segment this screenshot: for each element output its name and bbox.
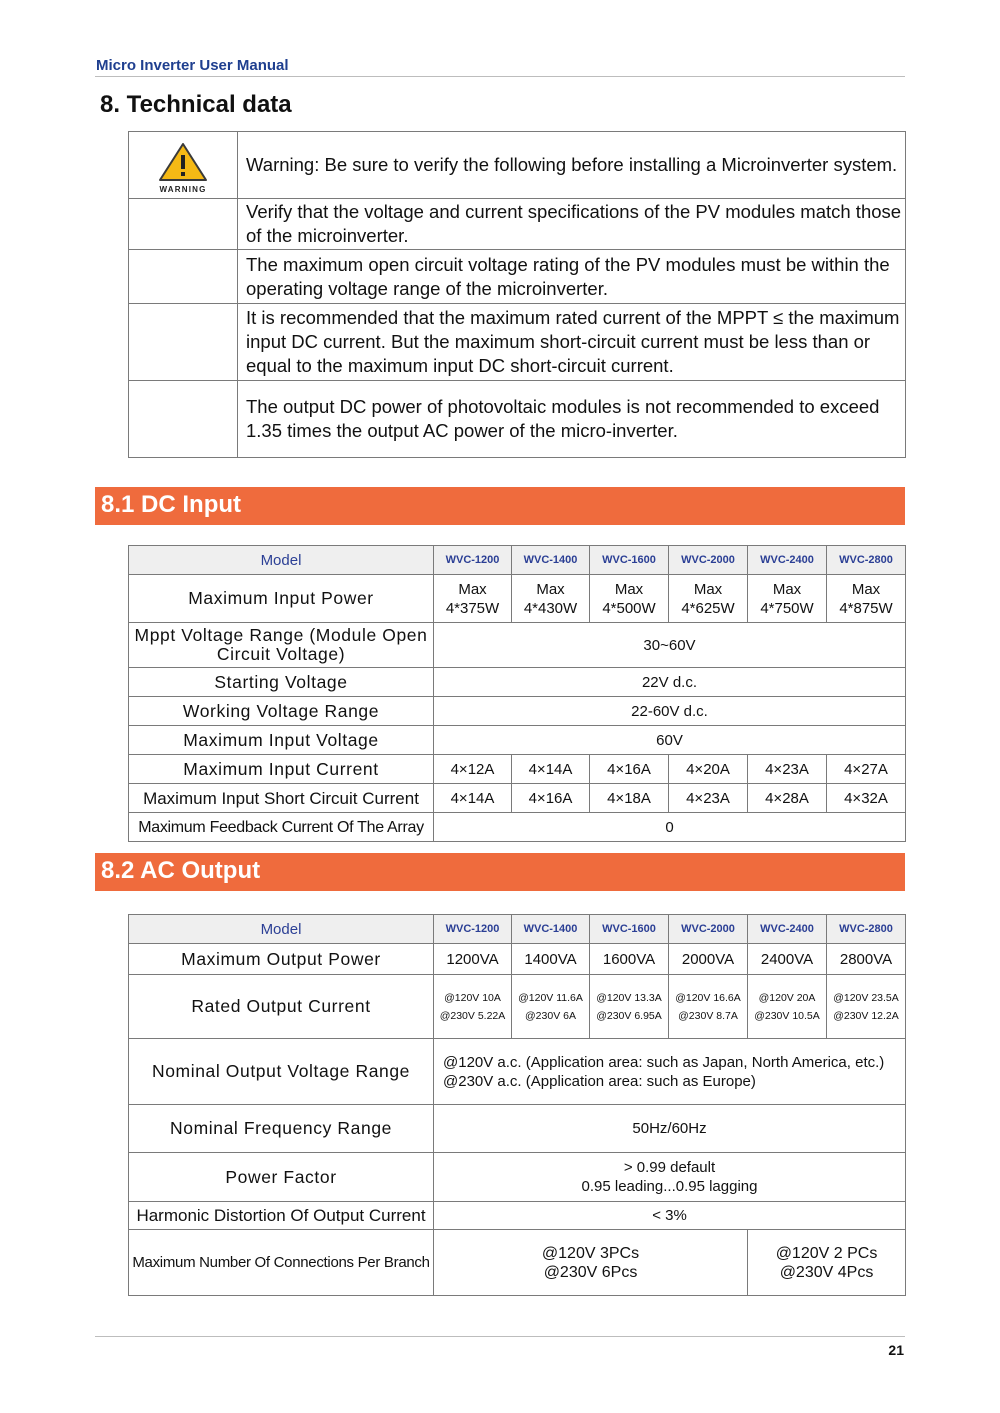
- model-name: WVC-1400: [512, 915, 590, 944]
- row-label: Maximum Feedback Current Of The Array: [129, 813, 434, 842]
- spec-value: Max 4*750W: [748, 575, 827, 623]
- current-120v: @120V 16.6A: [675, 991, 741, 1004]
- ac-output-title: 8.2 AC Output: [101, 857, 261, 884]
- connections-230v: @230V 6Pcs: [543, 1263, 638, 1281]
- spec-value: 4×28A: [748, 784, 827, 813]
- warning-point: The maximum open circuit voltage rating of the PV modules must be within the operating voltage range of the microinverter.: [238, 250, 906, 304]
- spec-value: 1400VA: [512, 944, 590, 975]
- section-title: 8. Technical data: [100, 91, 292, 118]
- spec-value: [748, 1230, 906, 1296]
- model-name: WVC-2000: [669, 915, 748, 944]
- spec-value: 0: [434, 813, 906, 842]
- row-label: Nominal Output Voltage Range: [129, 1039, 434, 1105]
- page-number: 21: [888, 1342, 904, 1358]
- spec-value: 4×20A: [669, 755, 748, 784]
- spec-value: [434, 1039, 906, 1105]
- spec-value: 22-60V d.c.: [434, 697, 906, 726]
- current-120v: @120V 10A: [444, 991, 501, 1004]
- spec-value: 30~60V: [434, 623, 906, 668]
- current-230v: @230V 12.2A: [833, 1009, 899, 1022]
- spec-value: 2800VA: [827, 944, 906, 975]
- connections-120v: @120V 2 PCs: [775, 1244, 878, 1262]
- model-name: WVC-1200: [434, 546, 512, 575]
- row-label: Starting Voltage: [129, 668, 434, 697]
- model-label: Model: [129, 546, 434, 575]
- spec-value: [590, 975, 669, 1039]
- row-label: Power Factor: [129, 1153, 434, 1202]
- model-label: Model: [129, 915, 434, 944]
- model-name: WVC-1600: [590, 915, 669, 944]
- row-label: Mppt Voltage Range (Module Open Circuit Voltage): [129, 623, 434, 668]
- model-name: WVC-2800: [827, 546, 906, 575]
- current-230v: @230V 6A: [525, 1009, 576, 1022]
- row-label: Maximum Input Current: [129, 755, 434, 784]
- row-label: Maximum Input Voltage: [129, 726, 434, 755]
- spec-value: [827, 975, 906, 1039]
- warning-point: Verify that the voltage and current specifications of the PV modules match those of the microinverter.: [238, 199, 906, 250]
- footer-divider: [95, 1336, 905, 1337]
- current-120v: @120V 11.6A: [518, 991, 583, 1004]
- row-label: Maximum Input Short Circuit Current: [129, 784, 434, 813]
- voltage-230v: @230V a.c. (Application area: such as Europe): [443, 1072, 756, 1090]
- warning-text: Warning: Be sure to verify the following before installing a Microinverter system.: [238, 132, 906, 199]
- spec-value: [434, 975, 512, 1039]
- model-name: WVC-1200: [434, 915, 512, 944]
- header-divider: [95, 76, 905, 77]
- spec-value: Max 4*375W: [434, 575, 512, 623]
- blank-cell: [129, 381, 238, 458]
- spec-value: 4×14A: [512, 755, 590, 784]
- voltage-120v: @120V a.c. (Application area: such as Japan, North America, etc.): [443, 1053, 885, 1071]
- row-label: Maximum Input Power: [129, 575, 434, 623]
- model-name: WVC-2800: [827, 915, 906, 944]
- spec-value: 2400VA: [748, 944, 827, 975]
- power-factor-default: > 0.99 default: [623, 1159, 716, 1176]
- spec-value: 22V d.c.: [434, 668, 906, 697]
- row-label: Harmonic Distortion Of Output Current: [129, 1202, 434, 1230]
- current-120v: @120V 23.5A: [833, 991, 899, 1004]
- spec-value: 4×16A: [590, 755, 669, 784]
- spec-value: [434, 1153, 906, 1202]
- current-230v: @230V 8.7A: [678, 1009, 738, 1022]
- model-name: WVC-2000: [669, 546, 748, 575]
- power-factor-range: 0.95 leading...0.95 lagging: [581, 1178, 758, 1195]
- warning-point: The output DC power of photovoltaic modules is not recommended to exceed 1.35 times the output AC power of the micro-inverter.: [238, 381, 906, 458]
- manual-title: Micro Inverter User Manual: [96, 57, 289, 74]
- spec-value: 4×16A: [512, 784, 590, 813]
- ac-output-table: [128, 914, 906, 1296]
- spec-value: 50Hz/60Hz: [434, 1105, 906, 1153]
- spec-value: 4×14A: [434, 784, 512, 813]
- spec-value: Max 4*625W: [669, 575, 748, 623]
- blank-cell: [129, 304, 238, 381]
- spec-value: [512, 975, 590, 1039]
- current-230v: @230V 10.5A: [754, 1009, 820, 1022]
- spec-value: 4×23A: [748, 755, 827, 784]
- spec-value: 4×32A: [827, 784, 906, 813]
- spec-value: 1600VA: [590, 944, 669, 975]
- connections-230v: @230V 4Pcs: [779, 1263, 874, 1281]
- dc-input-section-band: [95, 487, 905, 525]
- spec-value: Max 4*430W: [512, 575, 590, 623]
- blank-cell: [129, 250, 238, 304]
- row-label: Maximum Output Power: [129, 944, 434, 975]
- blank-cell: [129, 199, 238, 250]
- spec-value: [669, 975, 748, 1039]
- warning-table: [128, 131, 906, 458]
- row-label: Working Voltage Range: [129, 697, 434, 726]
- row-label: Maximum Number Of Connections Per Branch: [129, 1230, 434, 1296]
- current-120v: @120V 20A: [758, 991, 816, 1004]
- row-label: Rated Output Current: [129, 975, 434, 1039]
- spec-value: 4×12A: [434, 755, 512, 784]
- spec-value: [434, 1230, 748, 1296]
- spec-value: 4×23A: [669, 784, 748, 813]
- connections-120v: @120V 3PCs: [541, 1244, 640, 1262]
- model-name: WVC-1600: [590, 546, 669, 575]
- spec-value: 4×18A: [590, 784, 669, 813]
- current-230v: @230V 6.95A: [596, 1009, 662, 1022]
- dc-input-title: 8.1 DC Input: [101, 491, 242, 518]
- spec-value: 2000VA: [669, 944, 748, 975]
- model-name: WVC-2400: [748, 546, 827, 575]
- current-120v: @120V 13.3A: [596, 991, 662, 1004]
- warning-icon-cell: [129, 132, 238, 199]
- ac-output-section-band: [95, 853, 905, 891]
- model-name: WVC-1400: [512, 546, 590, 575]
- spec-value: [748, 975, 827, 1039]
- dc-input-table: [128, 545, 906, 842]
- spec-value: 1200VA: [434, 944, 512, 975]
- warning-point: It is recommended that the maximum rated current of the MPPT ≤ the maximum input DC current. But the maximum short-circuit current must be less than or equal to the maximum input DC short-circuit current.: [238, 304, 906, 381]
- current-230v: @230V 5.22A: [439, 1009, 506, 1022]
- spec-value: 60V: [434, 726, 906, 755]
- warning-icon: [153, 140, 213, 194]
- spec-value: Max 4*875W: [827, 575, 906, 623]
- warning-icon-label: WARNING: [159, 185, 207, 194]
- spec-value: Max 4*500W: [590, 575, 669, 623]
- spec-value: < 3%: [434, 1202, 906, 1230]
- model-name: WVC-2400: [748, 915, 827, 944]
- spec-value: 4×27A: [827, 755, 906, 784]
- row-label: Nominal Frequency Range: [129, 1105, 434, 1153]
